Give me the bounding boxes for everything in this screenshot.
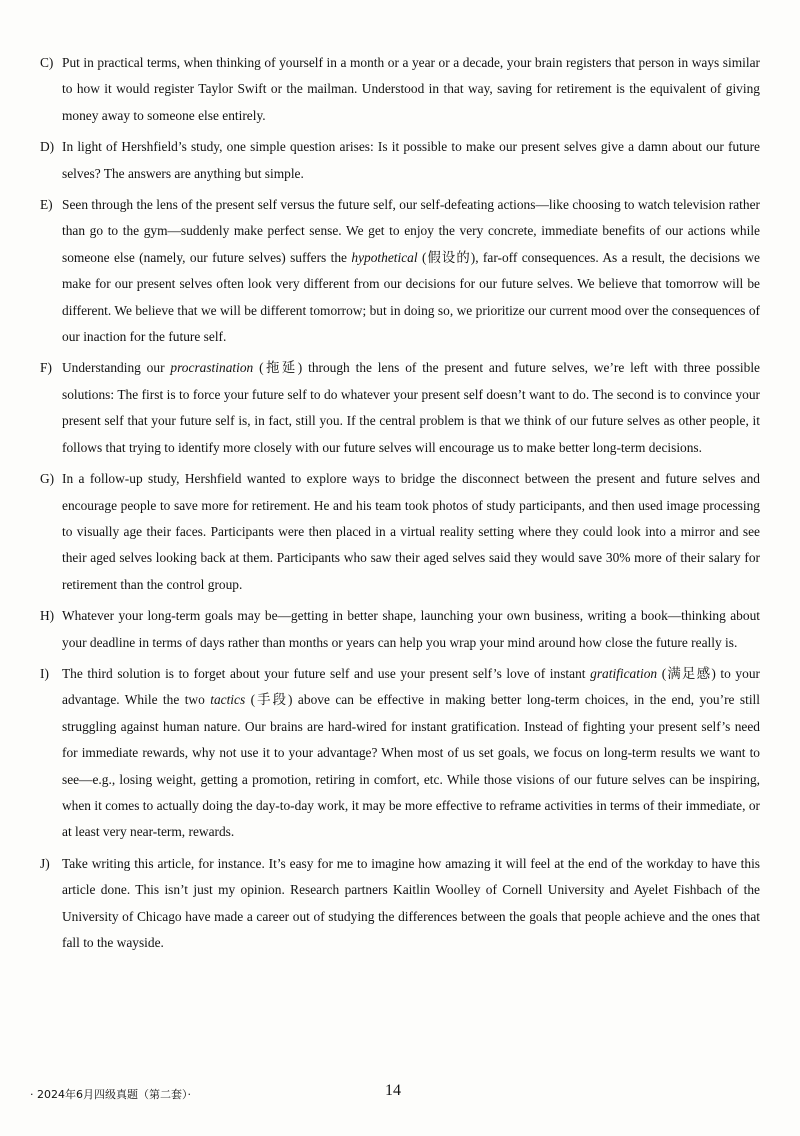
italic-term: gratification bbox=[590, 665, 658, 681]
paragraph-text: In a follow-up study, Hershfield wanted to explore ways to bridge the disconnect between the present and future selves and encourage people to save more for retirement. He and his team took photos of study participants, and then used image processing to visually age their faces. Participants were then placed in a virtual reality setting where they could look into a mirror and see their aged selves looking back at them. Participants who saw their aged selves said they would save 30% more of their salary for retirement than the control group. bbox=[62, 471, 760, 592]
paragraph-letter: H) bbox=[40, 608, 55, 624]
paragraph-letter: I) bbox=[40, 665, 49, 681]
paragraph bbox=[40, 192, 760, 350]
paragraph bbox=[40, 603, 760, 656]
page-number: 14 bbox=[385, 1082, 401, 1099]
paragraph-text: Put in practical terms, when thinking of yourself in a month or a year or a decade, your brain registers that person in ways similar to how it would register Taylor Swift or the mailman. Understood in that way, saving for retirement is the equivalent of giving money away to someone else entirely. bbox=[62, 55, 760, 123]
exam-source-label: · 2024年6月四级真题（第二套）· bbox=[30, 1088, 191, 1101]
paragraph-letter: E) bbox=[40, 197, 53, 213]
paragraph-letter: J) bbox=[40, 855, 50, 871]
paragraph-text: Seen through the lens of the present self versus the future self, our self-defeating actions—like choosing to watch television rather than go to the gym—suddenly make perfect sense. We get to enjoy the very concrete, immediate benefits of our actions while someone else (namely, our future selves) suffers the bbox=[62, 197, 760, 265]
passage-body bbox=[40, 50, 760, 961]
paragraph-letter: F) bbox=[40, 360, 52, 376]
paragraph bbox=[40, 851, 760, 957]
italic-term: tactics bbox=[210, 692, 246, 708]
paragraph-letter: G) bbox=[40, 471, 55, 487]
paragraph-text: Whatever your long-term goals may be—getting in better shape, launching your own business, writing a book—thinking about your deadline in terms of days rather than months or years can help you wrap your mind around how close the future really is. bbox=[62, 608, 760, 650]
paragraph-letter: C) bbox=[40, 55, 54, 70]
italic-term: procrastination bbox=[170, 360, 254, 376]
paragraph-text: The third solution is to forget about your future self and use your present self’s love of instant bbox=[62, 665, 591, 681]
paragraph bbox=[40, 466, 760, 598]
paragraph-text: (满足感) to your advantage. While the two bbox=[62, 665, 760, 708]
italic-term: hypothetical bbox=[351, 249, 418, 265]
paragraph-text: (假设的), far-off consequences. As a result, the decisions we make for our present selves often look very different from our decisions for our future selves. We believe that tomorrow will be different. We believe that we will be different tomorrow; but in doing so, we prioritize our current mood over the consequences of our inaction for the future self. bbox=[62, 249, 760, 345]
paragraph bbox=[40, 661, 760, 846]
paragraph bbox=[40, 50, 760, 129]
paragraph-text: In light of Hershfield’s study, one simple question arises: Is it possible to make our present selves give a damn about our future selves? The answers are anything but simple. bbox=[62, 139, 760, 181]
paragraph-text: (手段) above can be effective in making better long-term choices, in the end, you’re still struggling against human nature. Our brains are hard-wired for instant gratification. Instead of fighting your present self’s need for immediate rewards, why not use it to your advantage? When most of us set goals, we focus on long-term results we want to see—e.g., losing weight, getting a promotion, retiring in comfort, etc. While those visions of our future selves can be inspiring, when it comes to actually doing the day-to-day work, it may be more effective to reframe activities in terms of their immediate, or at least very near-term, rewards. bbox=[62, 692, 760, 840]
paragraph-text: (拖延) through the lens of the present and future selves, we’re left with three possible solutions: The first is to force your future self to do whatever your present self doesn’t want to do. The second is to convince your present self that your future self is, in fact, still you. If the central problem is that we think of our future selves as other people, it follows that trying to identify more closely with our future selves will encourage us to make better long-term decisions. bbox=[62, 360, 761, 455]
paragraph-text: Understanding our bbox=[62, 360, 171, 376]
paragraph bbox=[40, 134, 760, 187]
paragraph-letter: D) bbox=[40, 139, 55, 155]
paragraph-text: Take writing this article, for instance. It’s easy for me to imagine how amazing it will feel at the end of the workday to have this article done. This isn’t just my opinion. Research partners Kaitlin Woolley of Cornell University and Ayelet Fishbach of the University of Chicago have made a career out of studying the differences between the goals that people achieve and the ones that fall to the wayside. bbox=[62, 855, 760, 950]
page-footer bbox=[30, 1082, 770, 1106]
paragraph bbox=[40, 355, 760, 461]
